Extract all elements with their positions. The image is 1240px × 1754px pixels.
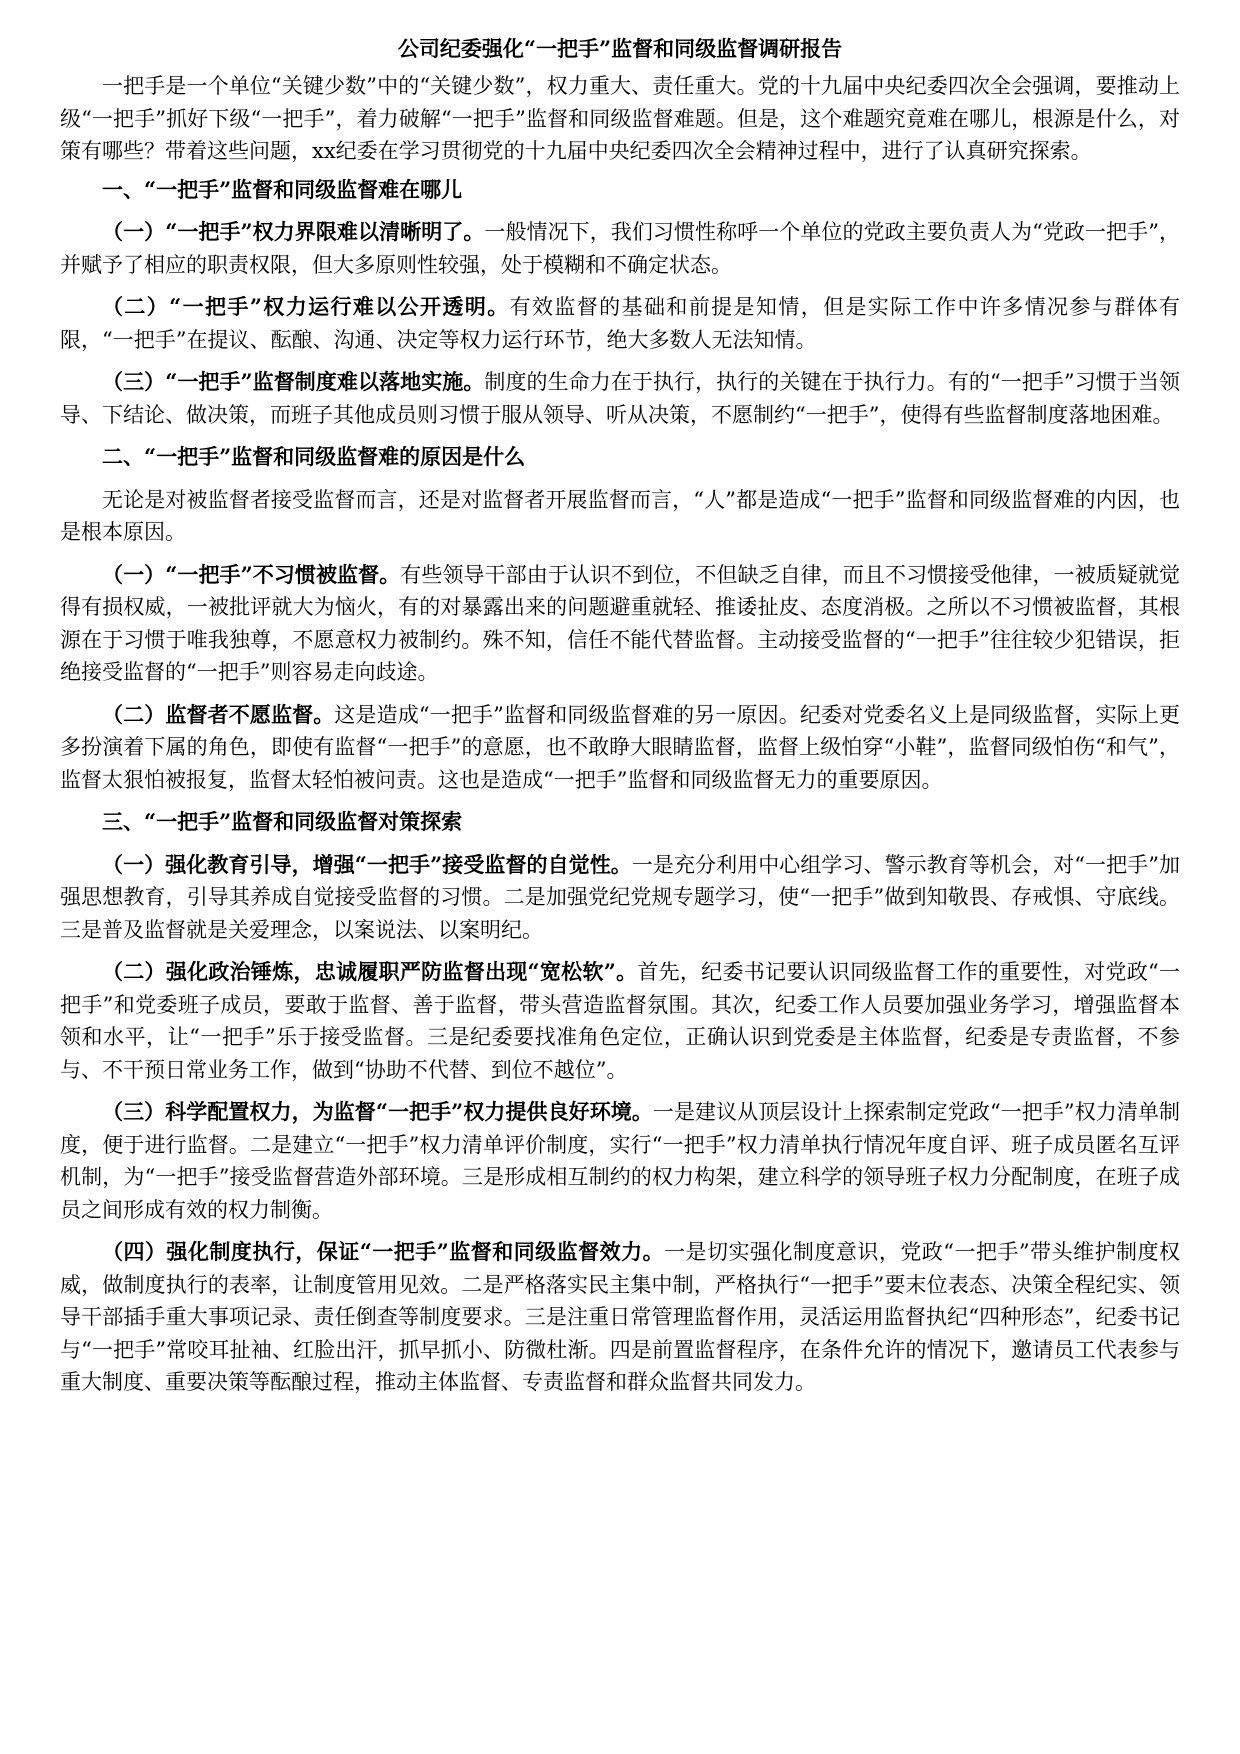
item-body: 一是建议从顶层设计上探索制定党政“一把手”权力清单制度，便于进行监督。二是建立“一把手”权力清单评价制度，实行“一把手”权力清单执行情况年度自评、班子成员匿名互评机制，为“一把手”接受监督营造外部环境。三是形成相互制约的权力构架，建立科学的领导班子权力分配制度，在班子成员之间形成有效的权力制衡。 <box>60 1100 1180 1222</box>
item-body: 制度的生命力在于执行，执行的关键在于执行力。有的“一把手”习惯于当领导、下结论、做决策，而班子其他成员则习惯于服从领导、听从决策，不愿制约“一把手”，使得有些监督制度落地困难。 <box>60 370 1180 427</box>
section-heading-3: 三、“一把手”监督和同级监督对策探索 <box>102 809 463 834</box>
item-lead: （三）“一把手”监督制度难以落地实施。 <box>102 369 485 394</box>
item-lead: （一）“一把手”不习惯被监督。 <box>102 561 401 587</box>
item-body: 有效监督的基础和前提是知情，但是实际工作中许多情况参与群体有限，“一把手”在提议、酝酿、沟通、决定等权力运行环节，绝大多数人无法知情。 <box>60 295 1180 352</box>
item-body: 一是充分利用中心组学习、警示教育等机会，对“一把手”加强思想教育，引导其养成自觉接受监督的习惯。二是加强党纪党规专题学习，使“一把手”做到知敬畏、存戒惧、守底线。三是普及监督就是关爱理念，以案说法、以案明纪。 <box>60 852 1180 942</box>
section-3-item-1 <box>60 849 1180 947</box>
document-page <box>60 34 1180 1409</box>
item-body: 这是造成“一把手”监督和同级监督难的另一原因。纪委对党委名义上是同级监督，实际上更多扮演着下属的角色，即使有监督“一把手”的意愿，也不敢睁大眼睛监督，监督上级怕穿“小鞋”，监督同级怕伤“和气”，监督太狠怕被报复，监督太轻怕被问责。这也是造成“一把手”监督和同级监督无力的重要原因。 <box>60 702 1181 792</box>
section-2-intro: 无论是对被监督者接受监督而言，还是对监督者开展监督而言，“人”都是造成“一把手”监督和同级监督难的内因，也是根本原因。 <box>60 487 1180 544</box>
item-lead: （三）科学配置权力，为监督“一把手”权力提供良好环境。 <box>102 1099 653 1124</box>
item-lead: （二）监督者不愿监督。 <box>102 701 335 727</box>
item-body: 一是切实强化制度意识，党政“一把手”带头维护制度权威，做制度执行的表率，让制度管用见效。二是严格落实民主集中制，严格执行“一把手”要末位表态、决策全程纪实、领导干部插手重大事项记录、责任倒查等制度要求。三是注重日常管理监督作用，灵活运用监督执纪“四种形态”，纪委书记与“一把手”常咬耳扯袖、红脸出汗，抓早抓小、防微杜渐。四是前置监督程序，在条件允许的情况下，邀请员工代表参与重大制度、重要决策等酝酿过程，推动主体监督、专责监督和群众监督共同发力。 <box>60 1240 1180 1394</box>
section-1-item-2 <box>60 291 1180 356</box>
item-lead: （四）强化制度执行，保证“一把手”监督和同级监督效力。 <box>102 1239 665 1264</box>
section-3-item-4 <box>60 1236 1180 1399</box>
section-3-item-3 <box>60 1096 1180 1226</box>
item-lead: （一）强化教育引导，增强“一把手”接受监督的自觉性。 <box>102 851 632 877</box>
item-lead: （二）“一把手”权力运行难以公开透明。 <box>102 294 510 319</box>
section-3-item-2 <box>60 956 1180 1086</box>
item-lead: （二）强化政治锤炼，忠诚履职严防监督出现“宽松软”。 <box>102 959 638 984</box>
section-1-item-1 <box>60 216 1180 281</box>
section-1-item-3 <box>60 366 1180 431</box>
item-body: 有些领导干部由于认识不到位，不但缺乏自律，而且不习惯接受他律，一被质疑就觉得有损权威，一被批评就大为恼火，有的对暴露出来的问题避重就轻、推诿扯皮、态度消极。之所以不习惯被监督，其根源在于习惯于唯我独尊，不愿意权力被制约。殊不知，信任不能代替监督。主动接受监督的“一把手”往往较少犯错误，拒绝接受监督的“一把手”则容易走向歧途。 <box>60 562 1180 684</box>
section-heading-1: 一、“一把手”监督和同级监督难在哪儿 <box>102 176 463 202</box>
item-body: 首先，纪委书记要认识同级监督工作的重要性，对党政“一把手”和党委班子成员，要敢于监督、善于监督，带头营造监督氛围。其次，纪委工作人员要加强业务学习，增强监督本领和水平，让“一把手”乐于接受监督。三是纪委要找准角色定位，正确认识到党委是主体监督，纪委是专责监督，不参与、不干预日常业务工作，做到“协助不代替、到位不越位”。 <box>60 960 1181 1082</box>
section-2-item-2 <box>60 699 1180 797</box>
section-2-item-1 <box>60 559 1180 689</box>
item-body: 一般情况下，我们习惯性称呼一个单位的党政主要负责人为“党政一把手”，并赋予了相应的职责权限，但大多原则性较强，处于模糊和不确定状态。 <box>60 220 1180 277</box>
document-title: 公司纪委强化“一把手”监督和同级监督调研报告 <box>397 36 843 61</box>
section-heading-2: 二、“一把手”监督和同级监督难的原因是什么 <box>102 444 526 469</box>
item-lead: （一）“一把手”权力界限难以清晰明了。 <box>102 219 485 244</box>
intro-paragraph: 一把手是一个单位“关键少数”中的“关键少数”，权力重大、责任重大。党的十九届中央纪委四次全会强调，要推动上级“一把手”抓好下级“一把手”，着力破解“一把手”监督和同级监督难题。但是，这个难题究竟难在哪儿，根源是什么，对策有哪些？带着这些问题，xx纪委在学习贯彻党的十九届中央纪委四次全会精神过程中，进行了认真研究探索。 <box>60 74 1180 163</box>
